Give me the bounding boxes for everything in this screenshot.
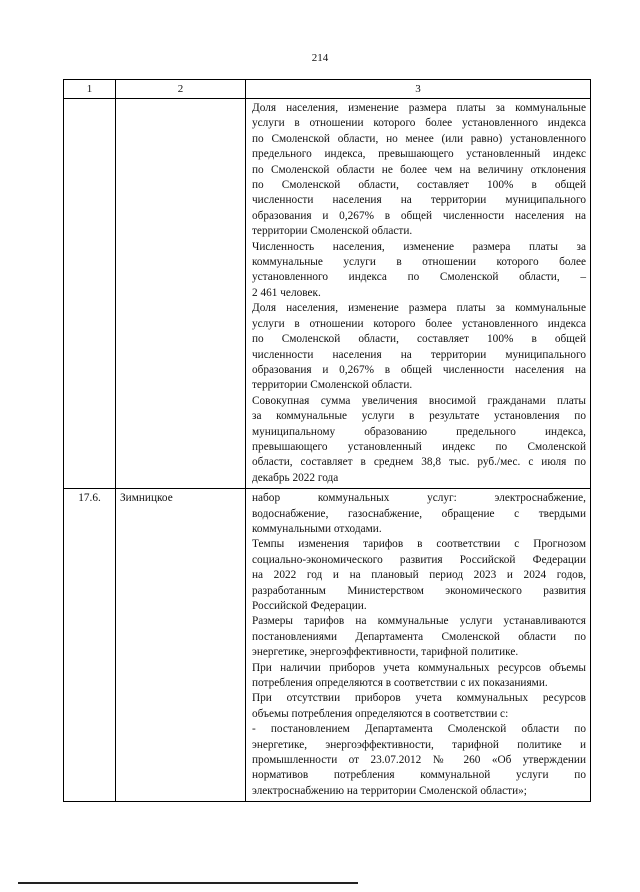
text-line: Российской Федерации.: [252, 600, 367, 612]
text-line: услуги в отношении которого более установленного индекса: [252, 317, 586, 330]
text-line: предельного индекса, превышающего установленный индекс: [252, 148, 586, 161]
text-line: установленного индекса по Смоленской области, –: [252, 271, 586, 284]
text-line: образования и 0,267% в общей численности населения на: [252, 363, 586, 376]
text-line: территории Смоленской области.: [252, 379, 413, 392]
table-row: [64, 99, 591, 489]
text-line: по Смоленской области, но менее (или равно) установленного: [252, 132, 586, 145]
text-line: потребления определяются в соответствии с их показаниями.: [252, 677, 548, 690]
text-line: на 2022 год и на плановый период 2023 и 2024 годов,: [252, 569, 586, 582]
footer-divider: [18, 882, 358, 884]
text-line: территории Смоленской области.: [252, 225, 413, 238]
text-line: численности населения на территории муниципального: [252, 194, 586, 207]
text-line: - постановлением Департамента Смоленской области по: [252, 723, 586, 736]
table-row: [64, 489, 591, 802]
text-line: При наличии приборов учета коммунальных ресурсов объемы: [252, 661, 586, 674]
text-line: образования и 0,267% в общей численности населения на: [252, 209, 586, 222]
column-number-1: 1: [64, 80, 116, 99]
text-line: Совокупная сумма увеличения вносимой гражданами платы: [252, 394, 586, 407]
text-line: декабрь 2022 года: [252, 471, 339, 484]
text-line: области, составляет в среднем 38,8 тыс. руб./мес. с июля по: [252, 456, 586, 469]
municipality-name: Зимницкое: [116, 489, 246, 802]
text-line: коммунальными отходами.: [252, 522, 382, 535]
text-line: социально-экономического развития Российской Федерации: [252, 553, 586, 566]
text-line: по Смоленской области не более чем на величину отклонения: [252, 163, 586, 176]
text-line: энергетике, энергоэффективности, тарифной политике и: [252, 738, 586, 751]
text-line: услуги в отношении которого более установленного индекса: [252, 117, 586, 130]
text-line: объемы потребления определяются в соответствии с:: [252, 707, 509, 720]
page-number: 214: [311, 52, 329, 64]
text-line: Темпы изменения тарифов в соответствии с Прогнозом: [252, 538, 586, 551]
text-line: постановлениями Департамента Смоленской области по: [252, 630, 586, 643]
text-line: Доля населения, изменение размера платы за коммунальные: [252, 302, 586, 315]
column-number-2: 2: [116, 80, 246, 99]
text-line: набор коммунальных услуг: электроснабжение,: [252, 492, 586, 505]
text-line: водоснабжение, газоснабжение, обращение с твердыми: [252, 507, 586, 520]
row-number: [64, 99, 116, 489]
table-header-row: [64, 80, 591, 99]
text-line: разработанным Министерством экономического развития: [252, 584, 586, 597]
text-line: превышающего установленный индекс по Смоленской: [252, 440, 586, 453]
text-line: Доля населения, изменение размера платы за коммунальные: [252, 102, 586, 114]
municipality-name: [116, 99, 246, 489]
text-line: энергетике, энергоэффективности, тарифной политике.: [252, 646, 519, 659]
document-table: [63, 79, 591, 802]
text-line: электроснабжению на территории Смоленской области»;: [252, 784, 527, 797]
row-description: [246, 99, 591, 489]
text-line: муниципальному образованию предельного индекса,: [252, 425, 586, 438]
text-line: Численность населения, изменение размера платы за: [252, 240, 586, 253]
text-line: по Смоленской области, составляет 100% в общей: [252, 179, 586, 192]
text-line: за коммунальные услуги в результате установления по: [252, 410, 586, 423]
text-line: численности населения на территории муниципального: [252, 348, 586, 361]
text-line: по Смоленской области, составляет 100% в общей: [252, 333, 586, 346]
text-line: Размеры тарифов на коммунальные услуги устанавливаются: [252, 615, 586, 628]
text-line: коммунальные услуги в отношении которого более: [252, 256, 586, 269]
text-line: При отсутствии приборов учета коммунальных ресурсов: [252, 692, 586, 705]
text-line: 2 461 человек.: [252, 286, 321, 299]
row-description: [246, 489, 591, 802]
column-number-3: 3: [246, 80, 591, 99]
row-number: 17.6.: [64, 489, 116, 802]
text-line: промышленности от 23.07.2012 № 260 «Об утверждении: [252, 754, 586, 767]
text-line: нормативов потребления коммунальной услуги по: [252, 769, 586, 782]
